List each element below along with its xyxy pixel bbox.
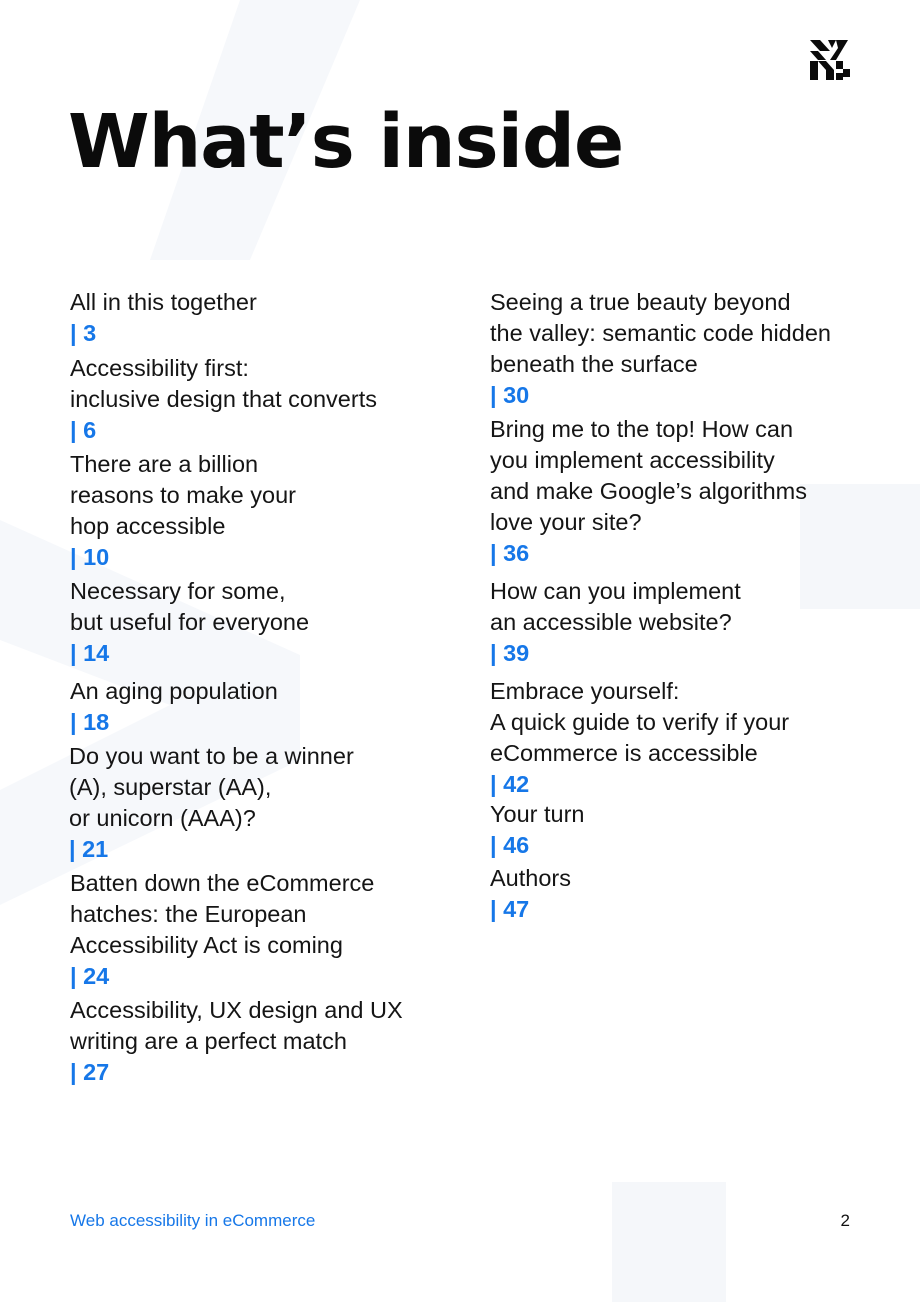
toc-entry-title: How can you implement an accessible website?	[490, 578, 741, 635]
toc-entry-title: Seeing a true beauty beyond the valley: semantic code hidden beneath the surface	[490, 289, 831, 377]
footer-document-title: Web accessibility in eCommerce	[70, 1211, 316, 1230]
toc-entry-page: | 10	[70, 544, 110, 570]
toc-entry-title: Necessary for some, but useful for everyone	[70, 578, 310, 635]
toc-entry-page: | 36	[490, 540, 530, 566]
page-title: What’s inside	[68, 99, 624, 185]
toc-entry-page: | 6	[70, 417, 97, 443]
toc-entry-page: | 14	[70, 640, 110, 666]
toc-entry-title: Authors	[490, 865, 571, 891]
toc-entry-title: Do you want to be a winner (A), superstar (AA), or unicorn (AAA)?	[69, 743, 354, 831]
toc-entry-page: | 27	[70, 1059, 110, 1085]
toc-entry-title: There are a billion reasons to make your hop accessible	[70, 451, 296, 539]
toc-entry-page: | 47	[490, 896, 530, 922]
toc-entry-page: | 18	[70, 709, 110, 735]
toc-entry-page: | 39	[490, 640, 530, 666]
toc-entry-page: | 21	[69, 836, 109, 862]
toc-entry-title: Accessibility first: inclusive design that converts	[70, 355, 377, 412]
toc-entry[interactable]	[490, 383, 890, 569]
toc-entry-title: All in this together	[70, 289, 257, 315]
toc-entry-title: Accessibility, UX design and UX writing are a perfect match	[70, 997, 403, 1054]
toc-entry[interactable]	[70, 964, 470, 1088]
toc-entry-page: | 3	[70, 320, 97, 346]
bg-square-bottom	[612, 1182, 726, 1302]
toc-entry-title: Embrace yourself: A quick guide to verify if your eCommerce is accessible	[490, 678, 790, 766]
toc-entry-page: | 46	[490, 832, 530, 858]
toc-entry-title: An aging population	[70, 678, 278, 704]
toc-entry-title: Bring me to the top! How can you implement accessibility and make Google’s algorithms love your site?	[490, 416, 807, 535]
toc-entry-page: | 30	[490, 382, 530, 408]
toc-entry[interactable]	[490, 832, 890, 925]
toc-entry-page: | 42	[490, 771, 530, 797]
toc-entry-title: Batten down the eCommerce hatches: the European Accessibility Act is coming	[70, 870, 375, 958]
brand-logo-icon	[808, 40, 850, 80]
toc-entry-title: Your turn	[490, 801, 585, 827]
toc-entry-page: | 24	[70, 963, 110, 989]
page-number: 2	[840, 1211, 850, 1230]
